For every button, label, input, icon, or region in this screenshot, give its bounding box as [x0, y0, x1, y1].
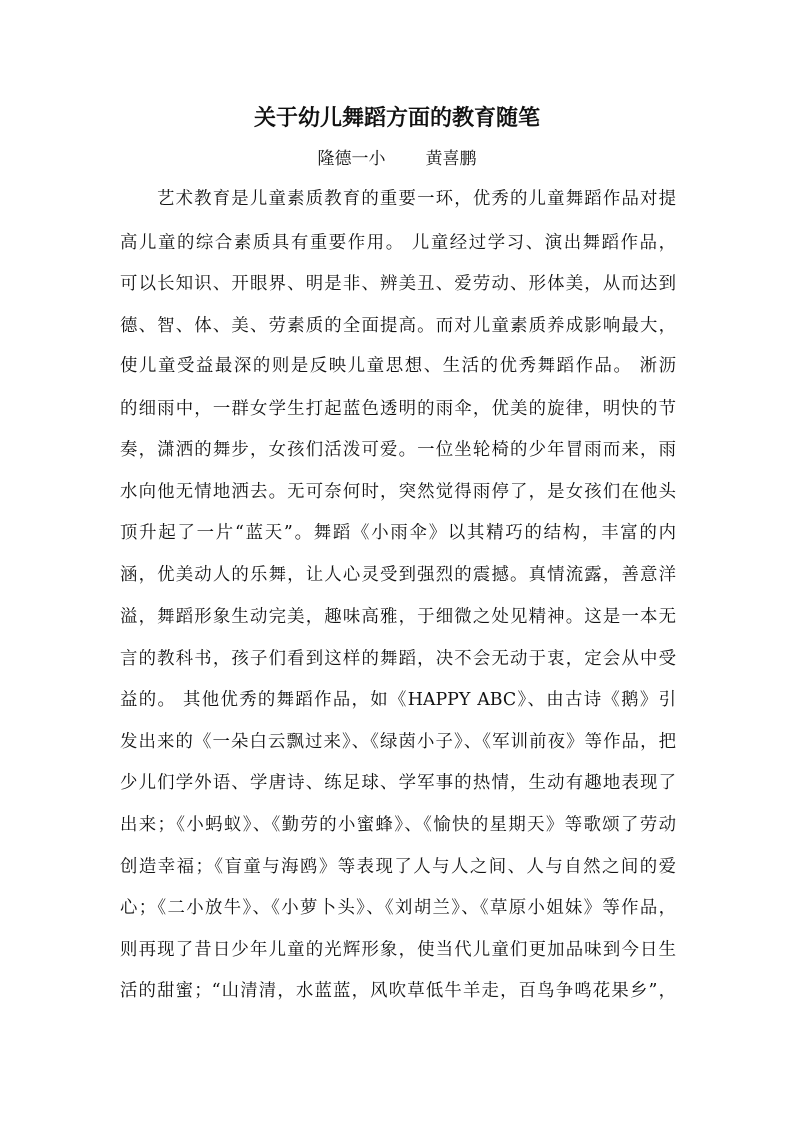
text-line: 活的甜蜜；“山清清，水蓝蓝，风吹草低牛羊走，百鸟争鸣花果乡”，: [120, 981, 676, 1001]
text-line: 发出来的《一朵白云飘过来》、《绿茵小子》、《军训前夜》等作品，把: [120, 732, 676, 752]
text-line: 创造幸福；《盲童与海鸥》等表现了人与人之间、人与自然之间的爱: [120, 857, 676, 877]
text-line: 使儿童受益最深的则是反映儿童思想、生活的优秀舞蹈作品。 淅沥: [120, 356, 676, 376]
text-line: 益的。 其他优秀的舞蹈作品，如《HAPPY ABC》、由古诗《鹅》引: [120, 690, 676, 710]
text-line: 心；《二小放牛》、《小萝卜头》、《刘胡兰》、《草原小姐妹》等作品，: [120, 898, 676, 918]
text-line: 少儿们学外语、学唐诗、练足球、学军事的热情，生动有趣地表现了: [120, 773, 676, 793]
text-line: 则再现了昔日少年儿童的光辉形象，使当代儿童们更加品味到今日生: [120, 940, 676, 960]
author-name: 黄喜鹏: [425, 149, 477, 169]
text-line: 德、智、体、美、劳素质的全面提高。而对儿童素质养成影响最大，: [120, 316, 676, 336]
author-school: 隆德一小: [317, 149, 386, 169]
text-line: 涵，优美动人的乐舞，让人心灵受到强烈的震撼。真情流露，善意洋: [120, 565, 676, 585]
text-line: 顶升起了一片“蓝天”。舞蹈《小雨伞》以其精巧的结构，丰富的内: [120, 523, 676, 543]
text-line: 艺术教育是儿童素质教育的重要一环，优秀的儿童舞蹈作品对提: [157, 189, 676, 209]
text-line: 出来；《小蚂蚁》、《勤劳的小蜜蜂》、《愉快的星期天》等歌颂了劳动: [120, 815, 676, 835]
text-line: 水向他无情地洒去。无可奈何时，突然觉得雨停了，是女孩们在他头: [120, 482, 676, 502]
text-line: 可以长知识、开眼界、明是非、辨美丑、爱劳动、形体美，从而达到: [120, 274, 676, 294]
text-line: 的细雨中，一群女学生打起蓝色透明的雨伞，优美的旋律，明快的节: [120, 399, 676, 419]
text-line: 奏，潇洒的舞步，女孩们活泼可爱。一位坐轮椅的少年冒雨而来，雨: [120, 440, 676, 460]
text-line: 溢，舞蹈形象生动完美，趣味高雅，于细微之处见精神。这是一本无: [120, 607, 676, 627]
page-title: 关于幼儿舞蹈方面的教育随笔: [253, 105, 540, 131]
text-line: 言的教科书，孩子们看到这样的舞蹈，决不会无动于衷，定会从中受: [120, 649, 676, 669]
text-line: 高儿童的综合素质具有重要作用。 儿童经过学习、演出舞蹈作品，: [120, 233, 676, 253]
